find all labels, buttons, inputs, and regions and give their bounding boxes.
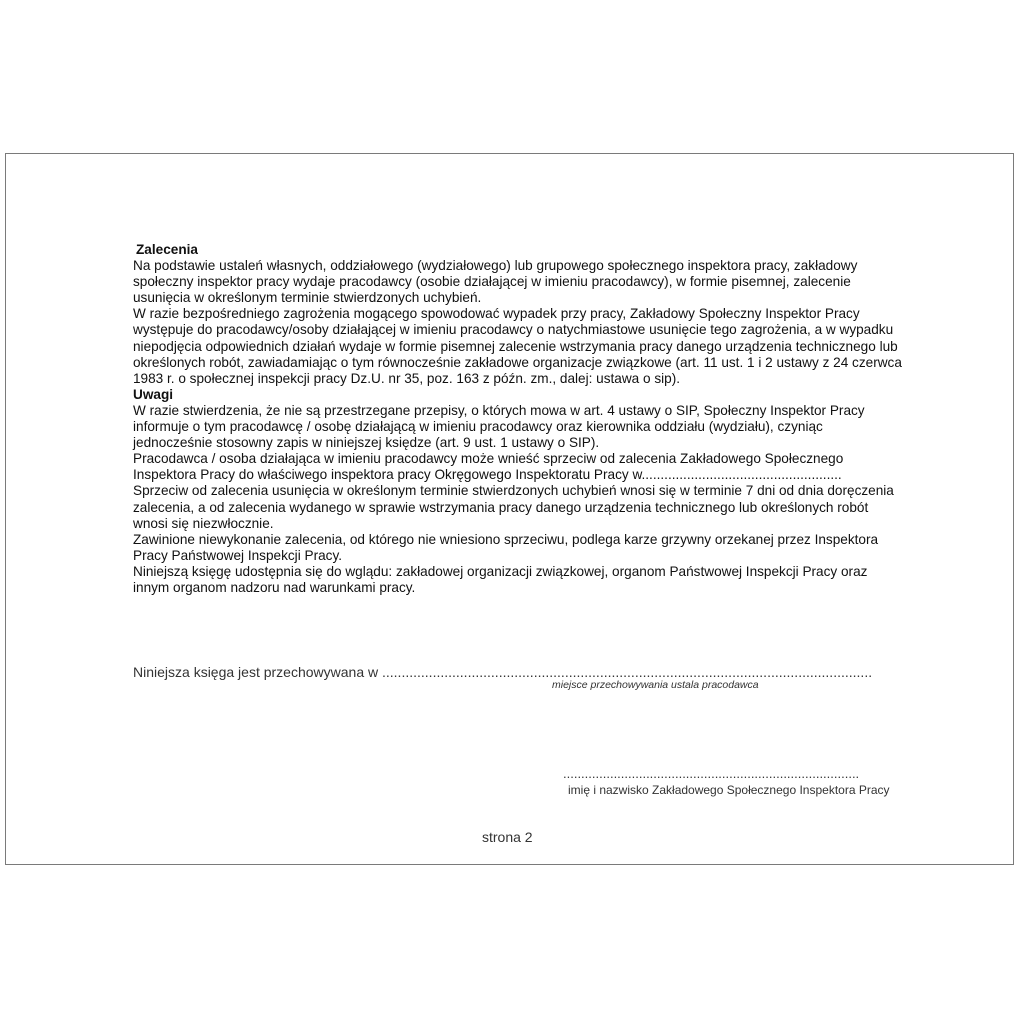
uwagi-paragraph: Zawinione niewykonanie zalecenia, od którego nie wniesiono sprzeciwu, podlega karze grzywny orzekanej przez Inspektora Pracy Państwowej Inspekcji Pracy.: [133, 531, 879, 563]
uwagi-paragraph: Sprzeciw od zalecenia usunięcia w określonym terminie stwierdzonych uchybień wnosi się w terminie 7 dni od dnia doręczenia zalecenia, a od zalecenia wydanego w sprawie wstrzymania pracy danego urządzenia technicznego lub określonych robót wnosi się niezwłocznie.: [133, 483, 894, 531]
storage-location-line: Niniejsza księga jest przechowywana w ..............................................................................................................................: [133, 664, 873, 680]
uwagi-paragraph: Niniejszą księgę udostępnia się do wglądu: zakładowej organizacji związkowej, organom Państwowej Inspekcji Pracy oraz innym organom nadzoru nad warunkami pracy.: [133, 563, 868, 595]
zalecenia-paragraph: Na podstawie ustaleń własnych, oddziałowego (wydziałowego) lub grupowego społecznego inspektora pracy, zakładowy społeczny inspektor pracy wydaje pracodawcy (osobie działającej w imieniu pracodawcy), w formie pisemnej, zalecenie usunięcia w określonym terminie stwierdzonych uchybień.: [133, 258, 858, 306]
uwagi-heading: Uwagi: [133, 386, 174, 402]
document-body: [133, 242, 903, 596]
signature-caption: imię i nazwisko Zakładowego Społecznego Inspektora Pracy: [568, 783, 890, 797]
zalecenia-heading: Zalecenia: [136, 242, 198, 257]
storage-location-hint: miejsce przechowywania ustala pracodawca: [552, 679, 759, 691]
page-number: strona 2: [482, 829, 533, 845]
uwagi-paragraph: Pracodawca / osoba działająca w imieniu pracodawcy może wnieść sprzeciw od zalecenia Zakładowego Społecznego Inspektora Pracy do właściwego inspektora pracy Okręgowego Inspektoratu Pracy w.....................................................: [133, 451, 844, 483]
signature-line: ..................................................................................: [563, 766, 860, 781]
uwagi-paragraph: W razie stwierdzenia, że nie są przestrzegane przepisy, o których mowa w art. 4 ustawy o SIP, Społeczny Inspektor Pracy informuje o tym pracodawcę / osobę działającą w imieniu pracodawcy oraz kierownika oddziału (wydziału), czyniąc jednocześnie stosowny zapis w niniejszej księdze (art. 9 ust. 1 ustawy o SIP).: [133, 402, 865, 451]
zalecenia-paragraph: W razie bezpośredniego zagrożenia mogącego spowodować wypadek przy pracy, Zakładowy Społeczny Inspektor Pracy występuje do pracodawcy/osoby działającej w imieniu pracodawcy o natychmiastowe usunięcie tego zagrożenia, a w wypadku niepodjęcia odpowiednich działań wydaje w formie pisemnej zalecenie wstrzymania pracy danego urządzenia technicznego lub określonych robót, zawiadamiając o tym równocześnie zakładowe organizacje związkowe (art. 11 ust. 1 i 2 ustawy z 24 czerwca 1983 r. o społecznej inspekcji pracy Dz.U. nr 35, poz. 163 z późn. zm., dalej: ustawa o sip).: [133, 306, 902, 386]
